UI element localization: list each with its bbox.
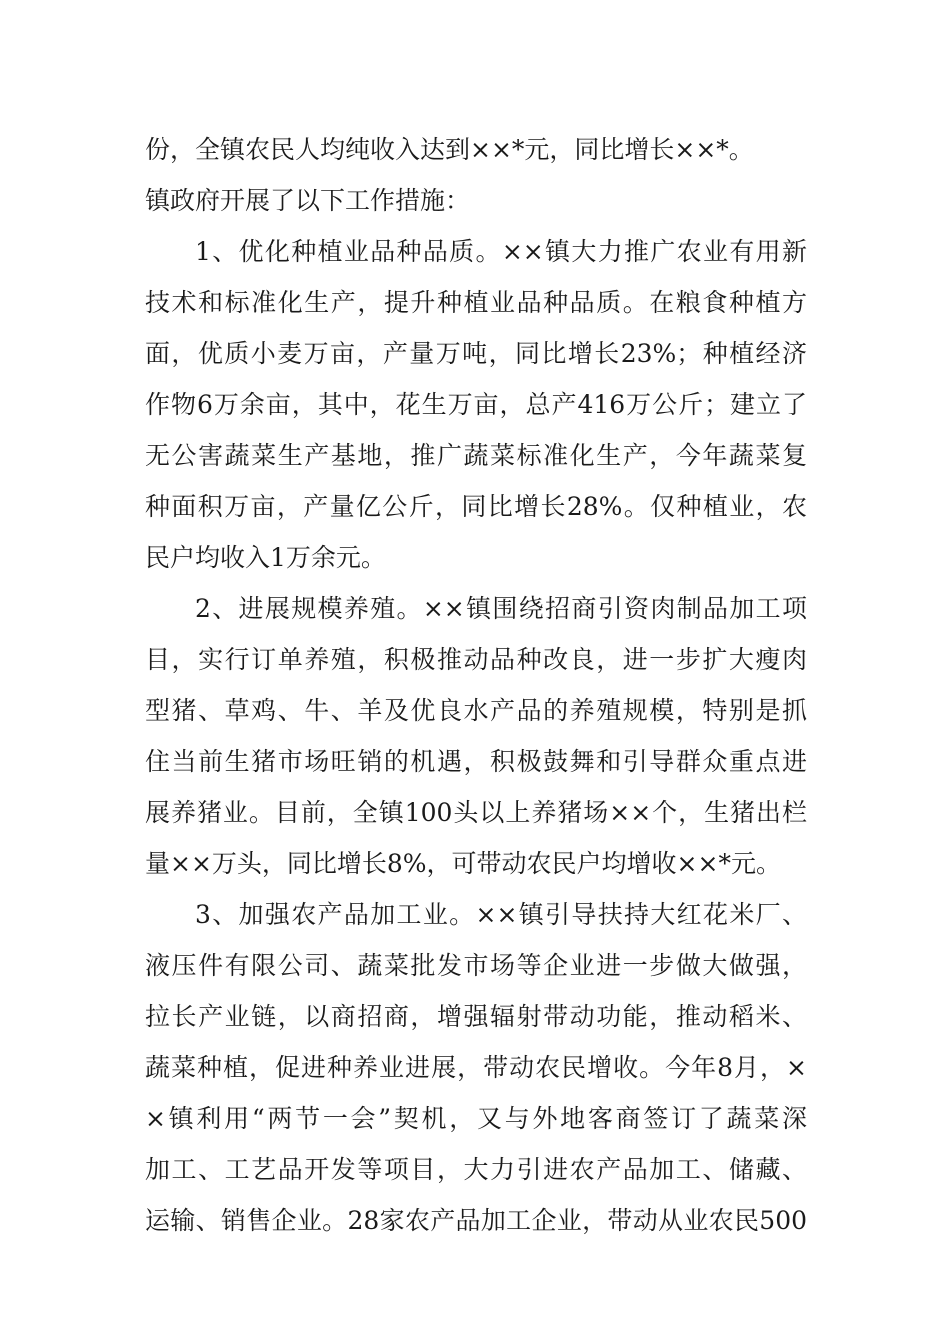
text-line: 型猪、草鸡、牛、羊及优良水产品的养殖规模，特别是抓 [145,696,807,725]
text-line: 蔬菜种植，促进种养业进展，带动农民增收。今年8月，× [145,1053,807,1082]
text-line: 民户均收入1万余元。 [145,543,386,572]
text-line: 量××万头，同比增长8%，可带动农民户均增收××*元。 [145,849,781,878]
text-line: 拉长产业链，以商招商，增强辐射带动功能，推动稻米、 [145,1002,807,1031]
text-line: 份，全镇农民人均纯收入达到××*元，同比增长××*。 [145,135,754,164]
text-line: 液压件有限公司、蔬菜批发市场等企业进一步做大做强， [145,951,807,980]
text-line: 面，优质小麦万亩，产量万吨，同比增长23%；种植经济 [145,339,807,368]
text-line: 展养猪业。目前，全镇100头以上养猪场××个，生猪出栏 [145,798,807,827]
paragraph-1-heading-line: 1、优化种植业品种品质。××镇大力推广农业有用新 [195,237,807,266]
text-line: 技术和标准化生产，提升种植业品种品质。在粮食种植方 [145,288,807,317]
text-line: 镇政府开展了以下工作措施： [145,186,471,215]
text-line: 加工、工艺品开发等项目，大力引进农产品加工、储藏、 [145,1155,807,1184]
text-line: 种面积万亩，产量亿公斤，同比增长28%。仅种植业，农 [145,492,807,521]
paragraph-3-heading-line: 3、加强农产品加工业。××镇引导扶持大红花米厂、 [195,900,807,929]
paragraph-2-heading-line: 2、进展规模养殖。××镇围绕招商引资肉制品加工项 [195,594,807,623]
text-line: 无公害蔬菜生产基地，推广蔬菜标准化生产，今年蔬菜复 [145,441,807,470]
text-line: 作物6万余亩，其中，花生万亩，总产416万公斤；建立了 [145,390,807,419]
text-line: 运输、销售企业。28家农产品加工企业，带动从业农民500 [145,1206,807,1235]
text-line: 目，实行订单养殖，积极推动品种改良，进一步扩大瘦肉 [145,645,807,674]
body-text [145,124,807,1246]
text-line: 住当前生猪市场旺销的机遇，积极鼓舞和引导群众重点进 [145,747,807,776]
text-line: ×镇利用“两节一会”契机，又与外地客商签订了蔬菜深 [145,1104,807,1133]
